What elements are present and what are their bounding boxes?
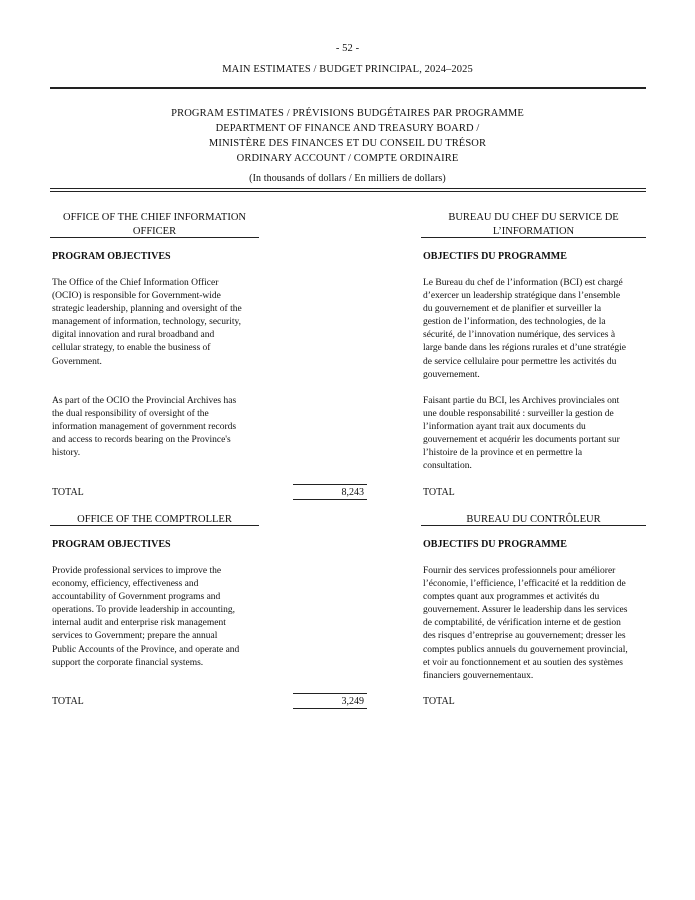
archives-paragraph-fr: Faisant partie du BCI, les Archives provinciales ont une double responsabilité : surveiller la gestion de l’information ayant trait aux documents du gouvernement et acquérir les documents portant sur l’histoire de la province et en permettre la consultation. [423, 396, 620, 472]
total-label-en: TOTAL [52, 487, 84, 498]
total-label-en: TOTAL [52, 696, 84, 707]
archives-paragraph-en: As part of the OCIO the Provincial Archives has the dual responsibility of oversight of the information management of government records and access to records bearing on the Province's history. [52, 396, 237, 459]
objectives-paragraph-en: Provide professional services to improve the economy, efficiency, effectiveness and accountability of Government programs and operations. To provide leadership in accounting, internal audit and enterprise risk management services to Government; prepare the annual Public Accounts of the Province, and operate and support the corporate financial systems. [52, 566, 240, 668]
header-top-rule [50, 87, 646, 89]
page-number: - 52 - [335, 43, 360, 54]
total-amount: 8,243 [341, 487, 364, 498]
units-note: (In thousands of dollars / En milliers de dollars) [249, 173, 446, 184]
section-title-en: OFFICE OF THE CHIEF INFORMATION OFFICER [63, 212, 246, 237]
total-label-fr: TOTAL [423, 696, 455, 707]
section-title-underline-en [50, 237, 259, 238]
total-amount: 3,249 [341, 696, 364, 707]
section-title-underline-fr [421, 525, 646, 526]
objectives-paragraph-fr: Fournir des services professionnels pour améliorer l’économie, l’efficience, l’efficacité et la reddition de comptes quant aux programmes et activités du gouvernement. Assurer le leadership dans les services de comptabilité, de vérification interne et de gestion des risques d’entreprise au gouvernement; dresser les comptes publics annuels du gouvernement provincial, et voir au fonctionnement et au soutien des systèmes financiers gouvernementaux. [423, 566, 628, 681]
section-title-fr: BUREAU DU CONTRÔLEUR [466, 514, 601, 525]
total-label-fr: TOTAL [423, 487, 455, 498]
section-title-fr: BUREAU DU CHEF DU SERVICE DE L’INFORMATION [448, 212, 619, 237]
document-title: MAIN ESTIMATES / BUDGET PRINCIPAL, 2024–2025 [222, 64, 473, 75]
total-top-rule [293, 693, 367, 694]
total-bottom-rule [293, 708, 367, 709]
header-line-1: PROGRAM ESTIMATES / PRÉVISIONS BUDGÉTAIRES PAR PROGRAMME [171, 108, 524, 119]
objectives-heading-en: PROGRAM OBJECTIVES [52, 539, 171, 550]
objectives-heading-en: PROGRAM OBJECTIVES [52, 251, 171, 262]
header-line-3: MINISTÈRE DES FINANCES ET DU CONSEIL DU TRÉSOR [208, 138, 487, 149]
objectives-heading-fr: OBJECTIFS DU PROGRAMME [423, 251, 567, 262]
total-top-rule [293, 484, 367, 485]
section-title-en: OFFICE OF THE COMPTROLLER [77, 514, 232, 525]
header-rule-b [50, 191, 646, 192]
objectives-heading-fr: OBJECTIFS DU PROGRAMME [423, 539, 567, 550]
total-bottom-rule [293, 499, 367, 500]
header-line-4: ORDINARY ACCOUNT / COMPTE ORDINAIRE [236, 153, 459, 164]
section-title-underline-fr [421, 237, 646, 238]
header-rule-a [50, 188, 646, 189]
objectives-paragraph-en: The Office of the Chief Information Officer (OCIO) is responsible for Government-wide strategic leadership, planning and oversight of the management of information, technology, security, digital innovation and rural broadband and cellular strategy, to enable the business of Government. [52, 278, 242, 367]
section-title-underline-en [50, 525, 259, 526]
header-line-2: DEPARTMENT OF FINANCE AND TREASURY BOARD / [215, 123, 480, 134]
objectives-paragraph-fr: Le Bureau du chef de l’information (BCI) est chargé d’exercer un leadership stratégique dans l’ensemble du gouvernement et de planifier et surveiller la gestion de l’information, des technologies, de la sécurité, de l’innovation numérique, des services à large bande dans les régions rurales et d’une stratégie de service cellulaire pour permettre les activités du gouvernement. [423, 278, 626, 380]
